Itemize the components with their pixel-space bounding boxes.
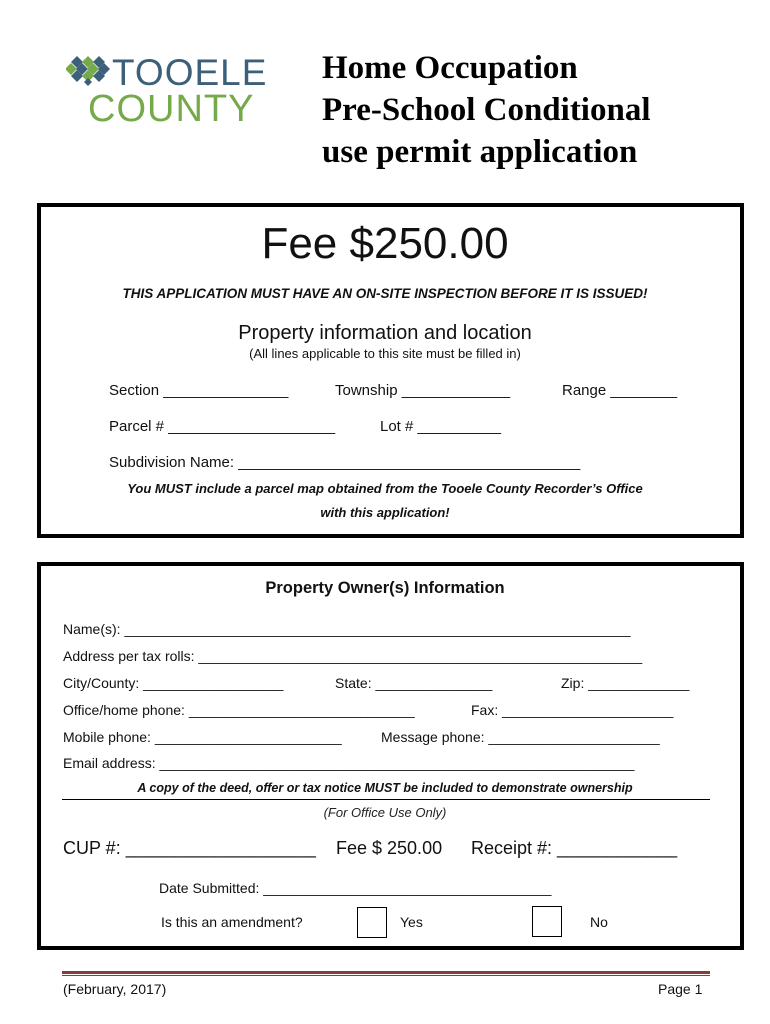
footer-rule [62, 971, 710, 974]
parcel-field[interactable]: Parcel # ____________________ [109, 418, 336, 435]
amendment-no-checkbox[interactable] [532, 906, 562, 937]
date-submitted-field[interactable]: Date Submitted: _____________________________________ [159, 880, 552, 896]
footer-rule-thin [62, 975, 710, 976]
email-field[interactable]: Email address: _____________________________________________________________ [63, 755, 635, 771]
names-field[interactable]: Name(s): _________________________________________________________________ [63, 621, 631, 637]
amendment-no-label: No [590, 914, 608, 930]
deed-requirement-note: A copy of the deed, offer or tax notice MUST be included to demonstrate ownership [137, 781, 633, 795]
logo-text-tooele: TOOELE [112, 52, 268, 93]
office-fee-text: Fee $ 250.00 [336, 838, 443, 858]
office-phone-field[interactable]: Office/home phone: _____________________________ [63, 702, 415, 718]
township-field[interactable]: Township _____________ [335, 382, 511, 399]
receipt-number-field[interactable]: Receipt #: ____________ [471, 838, 678, 858]
page-title-line-3: use permit application [322, 134, 638, 170]
cup-number-field[interactable]: CUP #: ___________________ [63, 838, 316, 858]
tooele-county-logo [66, 52, 266, 130]
amendment-question: Is this an amendment? [161, 914, 303, 930]
zip-field[interactable]: Zip: _____________ [561, 675, 690, 691]
office-use-divider [62, 799, 710, 800]
amendment-yes-checkbox[interactable] [357, 907, 387, 938]
parcel-map-note-line-2: with this application! [320, 505, 450, 520]
page-title-line-2: Pre-School Conditional [322, 92, 651, 128]
state-field[interactable]: State: _______________ [335, 675, 493, 691]
footer-date: (February, 2017) [63, 981, 167, 997]
parcel-map-note-line-1: You MUST include a parcel map obtained from the Tooele County Recorder’s Office [127, 481, 643, 496]
fee-amount: Fee $250.00 [261, 219, 509, 268]
property-section-subheading: (All lines applicable to this site must be filled in) [249, 346, 521, 361]
amendment-yes-label: Yes [400, 914, 423, 930]
city-county-field[interactable]: City/County: __________________ [63, 675, 284, 691]
lot-field[interactable]: Lot # __________ [380, 418, 501, 435]
inspection-notice: THIS APPLICATION MUST HAVE AN ON-SITE INSPECTION BEFORE IT IS ISSUED! [122, 286, 648, 301]
message-phone-field[interactable]: Message phone: ______________________ [381, 729, 660, 745]
office-use-label: (For Office Use Only) [323, 805, 447, 820]
address-field[interactable]: Address per tax rolls: _________________________________________________________ [63, 648, 643, 664]
mobile-phone-field[interactable]: Mobile phone: ________________________ [63, 729, 342, 745]
owner-section-heading: Property Owner(s) Information [265, 579, 505, 597]
logo-text-county: COUNTY [88, 88, 255, 130]
property-section-heading: Property information and location [238, 322, 532, 344]
footer-page-number: Page 1 [658, 981, 703, 997]
section-field[interactable]: Section _______________ [109, 382, 289, 399]
range-field[interactable]: Range ________ [562, 382, 678, 399]
page-title-line-1: Home Occupation [322, 50, 578, 86]
fax-field[interactable]: Fax: ______________________ [471, 702, 674, 718]
subdivision-field[interactable]: Subdivision Name: _________________________________________ [109, 454, 581, 471]
